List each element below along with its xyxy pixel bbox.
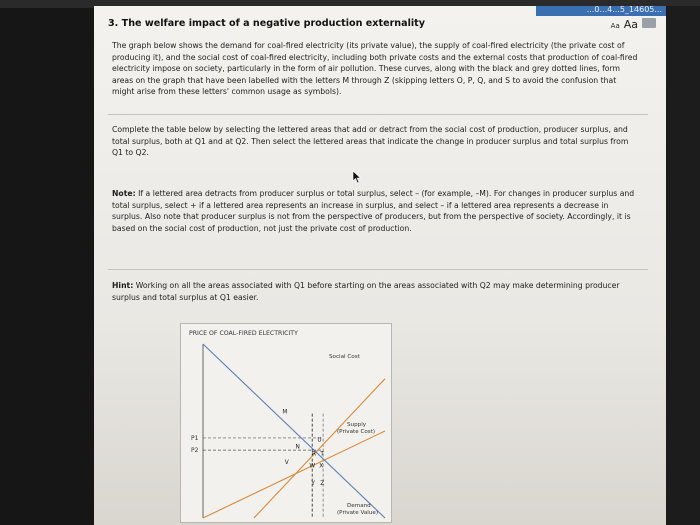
note-paragraph	[112, 188, 640, 234]
area-label-m: M	[282, 409, 288, 416]
social-cost-label: Social Cost	[329, 354, 360, 360]
hint-text: Working on all the areas associated with Q1 before starting on the areas associated with Q2 may make determining producer surplus and total surplus at Q1 easier.	[112, 281, 620, 302]
area-label-t: T	[320, 451, 324, 458]
monitor-bezel-right	[666, 6, 700, 525]
demand-label: Demand	[347, 503, 371, 509]
font-increase-button[interactable]: Aa	[623, 18, 638, 31]
price-label-p2: P2	[191, 447, 199, 455]
mouse-cursor-icon	[352, 170, 362, 184]
area-label-r: R	[312, 451, 317, 458]
area-label-z: Z	[320, 480, 325, 487]
section-divider	[108, 114, 648, 115]
font-size-controls[interactable]	[611, 18, 638, 31]
graph-panel	[180, 323, 392, 523]
browser-tab-fragment[interactable]: ...0...4...5_14605...	[536, 6, 666, 16]
font-decrease-button[interactable]: Aa	[610, 22, 620, 30]
area-label-x: X	[319, 463, 324, 470]
hint-label: Hint:	[112, 281, 134, 290]
area-label-y: Y	[311, 480, 315, 487]
content-panel	[94, 6, 666, 525]
note-label: Note:	[112, 189, 136, 198]
display-settings-icon[interactable]	[642, 18, 656, 28]
price-label-p1: P1	[191, 434, 199, 442]
section-divider	[108, 269, 648, 270]
graph-svg[interactable]	[181, 324, 391, 522]
question-title: 3. The welfare impact of a negative production externality	[108, 18, 426, 29]
area-label-u: U	[317, 437, 322, 444]
area-label-n: N	[295, 444, 300, 451]
chart-title: PRICE OF COAL-FIRED ELECTRICITY	[189, 330, 298, 337]
area-label-w: W	[309, 463, 316, 470]
area-label-v: V	[284, 460, 289, 467]
hint-paragraph	[112, 280, 640, 303]
social-cost-curve	[254, 379, 385, 518]
intro-paragraph: The graph below shows the demand for coal-fired electricity (its private value), the supply of coal-fired electricity (the private cost of producing it), and the social cost of coal-fired electricity, including both private costs and the external costs that production of coal-fired electricity impose on society, particularly in the form of air pollution. These curves, along with the black and grey dotted lines, form areas on the graph that have been labelled with the letters M through Z (skipping letters O, P, Q, and S to avoid the confusion that might arise from these letters' common usage as symbols).	[112, 41, 638, 97]
instructions-paragraph: Complete the table below by selecting the lettered areas that add or detract from the social cost of production, producer surplus, and total surplus, both at Q1 and at Q2. Then select the lettered areas that indicate the change in producer surplus and total surplus from Q1 to Q2.	[112, 125, 629, 158]
supply-label: Supply	[347, 422, 367, 428]
demand-sub-label: (Private Value)	[337, 510, 379, 516]
note-text: If a lettered area detracts from producer surplus or total surplus, select – (for example, –M). For changes in producer surplus and total surplus, select + if a lettered area represents an increase in surplus, and select – if a lettered area represents a decrease in surplus. Also note that producer surplus is not from the perspective of producers, but from the perspective of society. Accordingly, it is based on the social cost of production, not just the private cost of production.	[112, 189, 635, 233]
supply-sub-label: (Private Cost)	[337, 429, 376, 435]
